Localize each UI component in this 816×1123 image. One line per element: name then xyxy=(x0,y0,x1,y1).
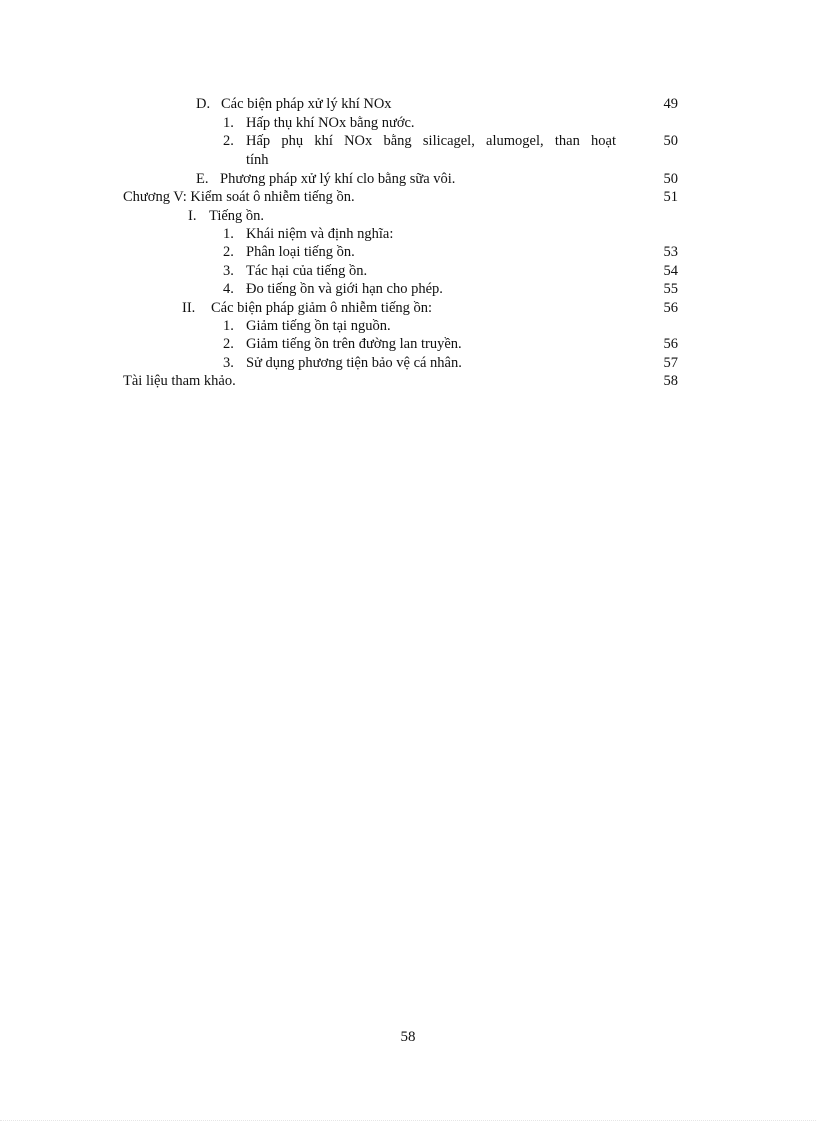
toc-marker: 3. xyxy=(223,355,234,371)
toc-entry-title: Các biện pháp xử lý khí NOx xyxy=(221,96,392,112)
toc-entry-item xyxy=(0,262,816,280)
toc-entry-item xyxy=(0,317,816,335)
toc-entry-title: Phương pháp xử lý khí clo bằng sữa vôi. xyxy=(220,171,456,187)
toc-marker: 2. xyxy=(223,336,234,352)
toc-entry-title: tính xyxy=(246,152,269,168)
toc-entry-references xyxy=(0,372,816,390)
toc-page-number: 54 xyxy=(663,263,678,279)
toc-entry-title: Sử dụng phương tiện bảo vệ cá nhân. xyxy=(246,355,462,371)
toc-entry-title: Phân loại tiếng ồn. xyxy=(246,244,355,260)
toc-entry-section-i xyxy=(0,207,816,225)
toc-page-number: 55 xyxy=(663,281,678,297)
toc-entry-title: Tác hại của tiếng ồn. xyxy=(246,263,368,279)
toc-page-number: 56 xyxy=(663,336,678,352)
toc-marker: 1. xyxy=(223,115,234,131)
toc-entry-title: Giảm tiếng ồn tại nguồn. xyxy=(246,318,391,334)
toc-marker: 2. xyxy=(223,133,234,149)
toc-entry-title: Đo tiếng ồn và giới hạn cho phép. xyxy=(246,281,443,297)
toc-marker: D. xyxy=(196,96,211,112)
toc-entry-item xyxy=(0,280,816,298)
toc-marker: 1. xyxy=(223,318,234,334)
toc-entry-title: Giảm tiếng ồn trên đường lan truyền. xyxy=(246,336,462,352)
toc-entry-item xyxy=(0,132,816,150)
toc-entry-item xyxy=(0,225,816,243)
toc-entry-chapter xyxy=(0,188,816,206)
toc-entry-item xyxy=(0,114,816,132)
toc-entry-title: Các biện pháp giảm ô nhiễm tiếng ồn: xyxy=(211,300,433,316)
toc-marker: 4. xyxy=(223,281,234,297)
toc-entry-item xyxy=(0,335,816,353)
toc-entry-title: Hấp phụ khí NOx bằng silicagel, alumogel, than hoạt xyxy=(246,133,616,149)
toc-entry-section-d xyxy=(0,95,816,113)
toc-page-number: 57 xyxy=(663,355,678,371)
toc-entry-section-ii xyxy=(0,299,816,317)
toc-marker: I. xyxy=(188,208,197,224)
toc-entry-title: Tài liệu tham khảo. xyxy=(123,373,236,389)
toc-page-number: 53 xyxy=(663,244,678,260)
page-bottom-divider xyxy=(0,1120,816,1121)
toc-page-number: 50 xyxy=(663,171,678,187)
toc-entry-title: Khái niệm và định nghĩa: xyxy=(246,226,394,242)
page-footer-number: 58 xyxy=(400,1029,416,1045)
toc-entry-title: Hấp thụ khí NOx bằng nước. xyxy=(246,115,415,131)
toc-entry-section-e xyxy=(0,170,816,188)
toc-page-number: 49 xyxy=(663,96,678,112)
toc-entry-title: Chương V: Kiểm soát ô nhiễm tiếng ồn. xyxy=(123,189,355,205)
toc-marker: 3. xyxy=(223,263,234,279)
toc-marker: 1. xyxy=(223,226,234,242)
toc-page-number: 58 xyxy=(663,373,678,389)
toc-marker: II. xyxy=(182,300,196,316)
toc-marker: 2. xyxy=(223,244,234,260)
toc-entry-title: Tiếng ồn. xyxy=(209,208,265,224)
toc-marker: E. xyxy=(196,171,209,187)
toc-entry-continuation xyxy=(0,151,816,169)
toc-entry-item xyxy=(0,243,816,261)
toc-page-number: 56 xyxy=(663,300,678,316)
toc-page-number: 50 xyxy=(663,133,678,149)
toc-entry-item xyxy=(0,354,816,372)
toc-page-number: 51 xyxy=(663,189,678,205)
